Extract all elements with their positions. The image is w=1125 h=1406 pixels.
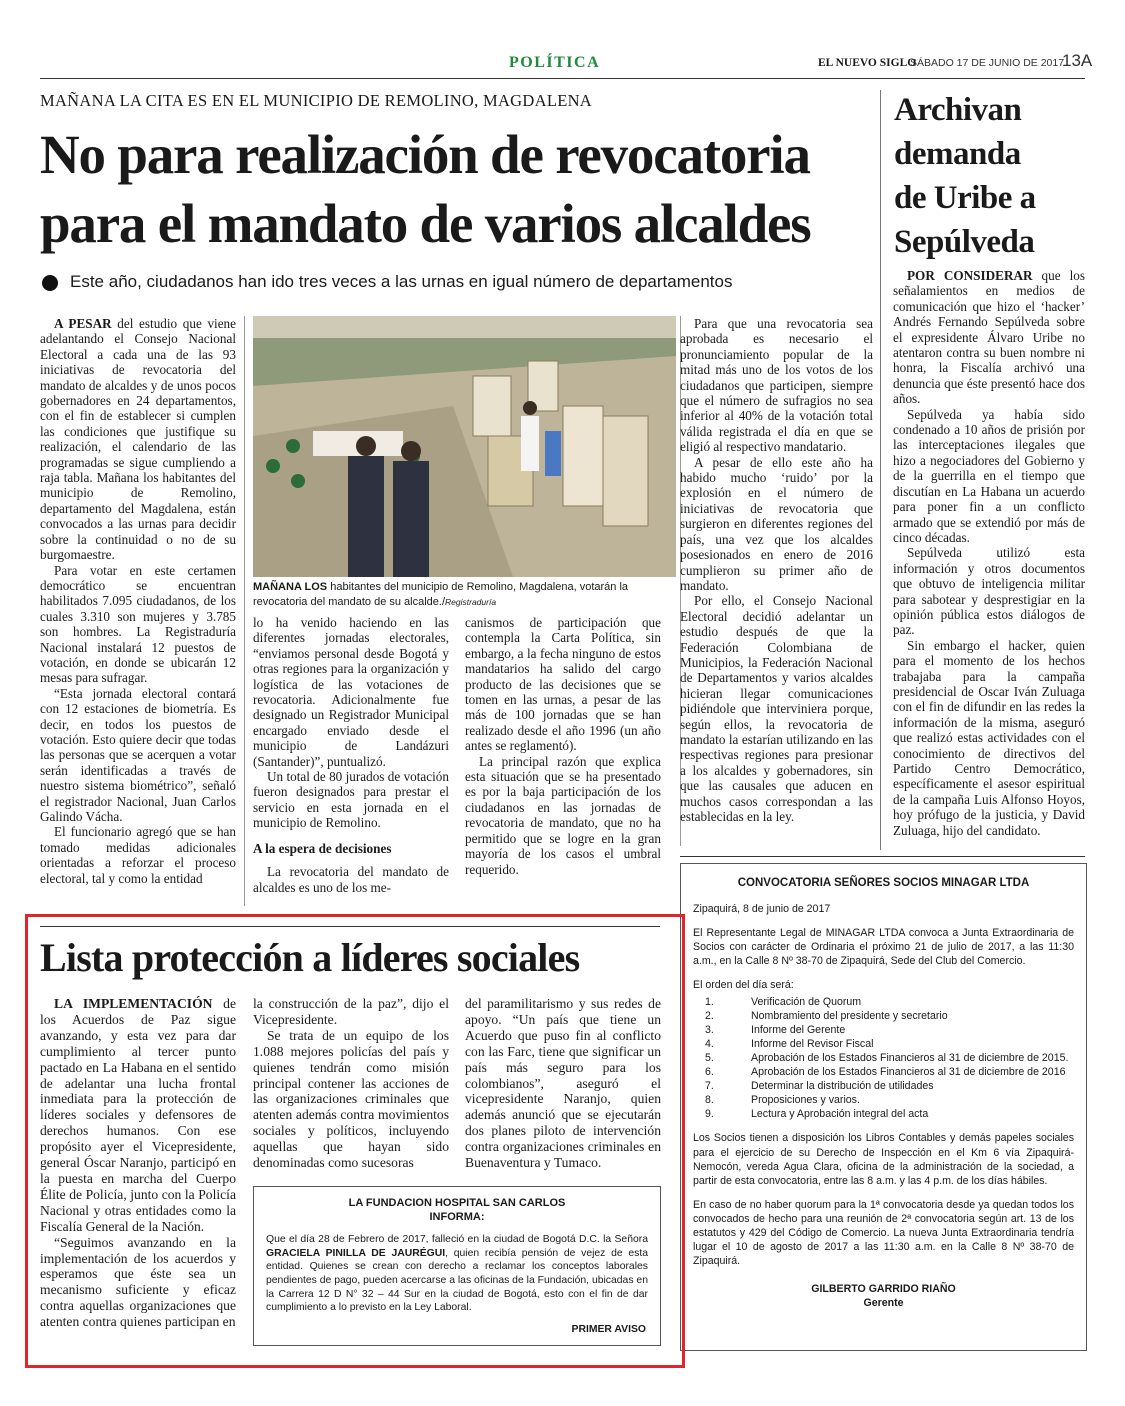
main-headline-line-2: para el mandato de varios alcaldes bbox=[40, 193, 811, 254]
issue-date: SÁBADO 17 DE JUNIO DE 2017 bbox=[910, 57, 1065, 69]
voting-scene-illustration bbox=[253, 316, 676, 577]
agenda-item bbox=[705, 1107, 1074, 1121]
agenda-item-number: 1. bbox=[705, 995, 714, 1008]
ad-footer: PRIMER AVISO bbox=[571, 1324, 646, 1336]
newspaper-name: EL NUEVO SIGLO bbox=[818, 57, 917, 69]
agenda-item bbox=[705, 1051, 1074, 1065]
ad-text: Que el día 28 de Febrero de 2017, falleció en la ciudad de Bogotá D.C. la Señora bbox=[266, 1234, 648, 1246]
hospital-ad bbox=[253, 1186, 661, 1346]
agenda-item bbox=[705, 1079, 1074, 1093]
section-label: POLÍTICA bbox=[509, 54, 601, 71]
paragraph: Para que una revocatoria sea aprobada es necesario el pronunciamiento popular de la mitad más uno de los votos de los ciudadanos que participen, siempre que el número de sufragios no sea inferior al 40% de la votación total válida registrada el día en que se eligió al respectivo mandatario. bbox=[680, 316, 873, 455]
agenda-item-number: 3. bbox=[705, 1023, 714, 1036]
paragraph: la construcción de la paz”, dijo el Vicepresidente. bbox=[253, 996, 449, 1027]
paragraph-text: que los señalamientos en medios de comunicación que hizo el ‘hacker’ Andrés Fernando Sepúlveda sobre el expresidente Álvaro Uribe no atentaron contra su buen nombre ni honra, la Fiscalía archivó una denuncia que éste presentó hace dos años. bbox=[893, 268, 1086, 407]
side-headline bbox=[894, 88, 1084, 264]
ad-body bbox=[254, 1224, 660, 1315]
agenda-item bbox=[705, 1009, 1074, 1023]
paragraph: Sepúlveda ya había sido condenado a 10 años de prisión por las interceptaciones ilegales que hizo a negociadores del Gobierno y de la guerrilla en el tiempo que discutían en La Habana un acuerdo para poner fin a un conflicto armado que se extendió por más de cinco décadas. bbox=[893, 406, 1085, 545]
lista-column-3 bbox=[465, 996, 661, 1171]
paragraph-text: del estudio que viene adelantando el Consejo Nacional Electoral a cada una de las 93 iniciativas de revocatoria del mandato de alcaldes y de unos pocos gobernadores en 24 departamentos, con el fin de establecer si cumplen las condiciones que justifique su realización, el calendario de las programadas se sigue cumpliendo a raja tabla. Mañana los habitantes del municipio de Remolino, departamento del Magdalena, están convocados a las urnas para decidir sobre la continuidad o no de su burgomaestre. bbox=[40, 316, 237, 563]
photo-credit: Registraduría bbox=[445, 597, 497, 607]
paragraph: Sepúlveda utilizó esta información y otros documentos que obtuvo de inteligencia militar para sabotear y desprestigiar en la opinión pública estos diálogos de paz. bbox=[893, 545, 1085, 638]
ad-title: CONVOCATORIA SEÑORES SOCIOS MINAGAR LTDA bbox=[737, 877, 1030, 889]
story-top-rule bbox=[40, 926, 660, 927]
main-column-1 bbox=[40, 316, 236, 886]
agenda-item bbox=[705, 1037, 1074, 1051]
column-divider bbox=[244, 316, 245, 906]
paragraph: Sin embargo el hacker, quien para el momento de los hechos trabajaba para la campaña presidencial de Oscar Iván Zuluaga con el fin de difundir en las redes la información de la misma, aseguró que realizó estas actividades con el conocimiento de directivos del Partido Centro Democrático, específicamente el asesor espiritual de la campaña Luis Alfonso Hoyos, hoy prófugo de la justicia, y David Zuluaga, hijo del candidato. bbox=[893, 637, 1085, 838]
side-column bbox=[893, 268, 1085, 838]
paragraph bbox=[40, 316, 236, 563]
photo-caption bbox=[253, 580, 676, 610]
agenda-item bbox=[705, 1065, 1074, 1079]
paragraph: canismos de participación que contempla la Carta Política, sin embargo, a la fecha ninguno de estos mandatarios ha salido del cargo producto de las decisiones que se tomen en las urnas, a pesar de las más de 100 jornadas que se han realizado desde el año 1996 (un año antes se reglamentó). bbox=[465, 615, 661, 754]
agenda-item-text: Aprobación de los Estados Financieros al 31 de diciembre de 2015. bbox=[751, 1051, 1069, 1064]
agenda-item-text: Aprobación de los Estados Financieros al 31 de diciembre de 2016 bbox=[751, 1066, 1066, 1079]
subhead: Este año, ciudadanos han ido tres veces a las urnas en igual número de departamentos bbox=[70, 272, 733, 291]
side-headline-line: de Uribe a bbox=[894, 180, 1036, 216]
agenda-item-number: 6. bbox=[705, 1066, 714, 1079]
agenda-item-number: 2. bbox=[705, 1009, 714, 1022]
voting-photo bbox=[253, 316, 676, 577]
lista-headline: Lista protección a líderes sociales bbox=[40, 935, 580, 980]
sidebar-divider bbox=[880, 90, 881, 850]
paragraph: El funcionario agregó que se han tomado medidas adicionales orientadas a reforzar el proceso electoral, tal y como la entidad bbox=[40, 824, 236, 886]
agenda-item-number: 7. bbox=[705, 1080, 714, 1093]
lead-in: POR CONSIDERAR bbox=[907, 268, 1033, 283]
lead-in: LA IMPLEMENTACIÓN bbox=[54, 996, 213, 1011]
paragraph: “Esta jornada electoral contará con 12 estaciones de biometría. Es decir, en todos los puestos de votación. Esto quiere decir que todas las personas que se acerquen a votar serán identificadas a través de nuestro sistema biométrico”, señaló el registrador Nacional, Juan Carlos Galindo Vácha. bbox=[40, 685, 236, 824]
paragraph: La principal razón que explica esta situación que se ha presentado es por la baja participación de los ciudadanos en las jornadas de revocatoria de mandato, que no ha permitido que se logre en la gran mayoría de los casos el umbral requerido. bbox=[465, 753, 661, 877]
lista-column-2 bbox=[253, 996, 449, 1171]
paragraph bbox=[893, 268, 1085, 407]
agenda-item-text: Nombramiento del presidente y secretario bbox=[751, 1009, 948, 1022]
bullet-icon bbox=[42, 275, 58, 291]
photo-caption-text: habitantes del municipio de Remolino, Magdalena, votarán la revocatoria del mandato de su alcalde./ bbox=[253, 581, 629, 608]
agenda-item-text: Lectura y Aprobación integral del acta bbox=[751, 1108, 929, 1121]
paragraph: lo ha venido haciendo en las diferentes jornadas electorales, “enviamos personal desde Bogotá y otras regiones para la organización y logística de las votaciones de revocatoria. Adicionalmente fue designado un Registrador Municipal encargado enviado desde el municipio de Landázuri (Santander)”, puntualizó. bbox=[253, 615, 449, 769]
paragraph: Por ello, el Consejo Nacional Electoral decidió adelantar un estudio después de que la Federación Colombiana de Municipios, la Federación Nacional de Departamentos y varios alcaldes hicieran llegar comunicaciones pidiéndole que interviniera porque, según ellos, la revocatoria de mandato la estarían utilizando en las respectivas regiones para presionar a los alcaldes y gobernadores, sin que las causales que aducen en muchos casos correspondan a las establecidas en la ley. bbox=[680, 593, 873, 824]
paragraph bbox=[40, 996, 236, 1235]
paragraph: A pesar de ello este año ha habido mucho ‘ruido’ por la explosión en el número de iniciativas de revocatoria que surgieron en diferentes regiones del país, una vez que los alcaldes posesionados en enero de 2016 cumplieron su primer año de mandato. bbox=[680, 454, 873, 593]
agenda-item bbox=[705, 1023, 1074, 1037]
main-headline-line-1: No para realización de revocatoria bbox=[40, 124, 810, 185]
side-headline-line: Sepúlveda bbox=[894, 224, 1035, 260]
paragraph: Se trata de un equipo de los 1.088 mejores policías del país y quienes tendrán como misión principal contener las acciones de las organizaciones criminales que atenten además contra movimientos sociales y políticos, incluyendo aquellas que hayan sido denominadas como sucesoras bbox=[253, 1027, 449, 1171]
kicker: MAÑANA LA CITA ES EN EL MUNICIPIO DE REMOLINO, MAGDALENA bbox=[40, 91, 593, 110]
ad-paragraph: En caso de no haber quorum para la 1ª convocatoria desde ya quedan todos los convocados de hecho para una reunión de 2ª convocatoria según art. 13 de los estatutos y 429 del Código de Comercio. La nueva Junta Extraordinaria tendría lugar el 10 de agosto de 2017 a las 11:30 a.m. en la Calle 8 Nº 38-70 de Zipaquirá. bbox=[693, 1198, 1074, 1268]
agenda-item-text: Proposiciones y varios. bbox=[751, 1094, 860, 1107]
agenda-item-number: 4. bbox=[705, 1037, 714, 1050]
agenda-item-text: Determinar la distribución de utilidades bbox=[751, 1080, 934, 1093]
side-headline-line: Archivan bbox=[894, 92, 1022, 128]
agenda-item bbox=[705, 1093, 1074, 1107]
agenda-title: El orden del día será: bbox=[693, 979, 794, 992]
ad-paragraph: El Representante Legal de MINAGAR LTDA convoca a Junta Extraordinaria de Socios con carácter de Ordinaria el próximo 21 de julio de 2017, a las 11:30 a.m., en la Calle 8 Nº 38-70 de Zipaquirá, Sede del Club del Comercio. bbox=[693, 927, 1074, 968]
agenda-list bbox=[705, 995, 1074, 1122]
deceased-name: GRACIELA PINILLA DE JAURÉGUI bbox=[266, 1247, 446, 1259]
agenda-item-text: Informe del Gerente bbox=[751, 1023, 846, 1036]
paragraph: “Seguimos avanzando en la implementación de los acuerdos y esperamos que éste sea un mecanismo suficiente y eficaz contra aquellas organizaciones que atenten contra quienes participan en bbox=[40, 1234, 236, 1330]
main-column-4 bbox=[680, 316, 873, 824]
paragraph: del paramilitarismo y sus redes de apoyo. “Un país que tiene un Acuerdo que puso fin al conflicto con las Farc, tiene que significar un país más seguro para los colombianos”, aseguró el vicepresidente Naranjo, quien además anunció que se ejecutarán dos planes piloto de intervención contra organizaciones criminales en Buenaventura y Tumaco. bbox=[465, 996, 661, 1171]
main-column-2 bbox=[253, 615, 449, 895]
photo-caption-lead: MAÑANA LOS bbox=[253, 581, 328, 593]
ad-top-rule bbox=[680, 856, 1085, 857]
page-number: 13A bbox=[1062, 51, 1093, 70]
paragraph: Un total de 80 jurados de votación fueron designados para prestar el servicio en esta jornada en el municipio de Remolino. bbox=[253, 769, 449, 831]
agenda-item-number: 5. bbox=[705, 1051, 714, 1064]
agenda-item bbox=[705, 995, 1074, 1009]
header-rule bbox=[40, 78, 1085, 79]
side-headline-line: demanda bbox=[894, 136, 1021, 172]
paragraph: Para votar en este certamen democrático se encuentran habilitados 7.095 ciudadanos, de los cuales 3.310 son mujeres y 3.785 son hombres. La Registraduría Nacional instalará 12 puestos de votación, en donde se ubicarán 12 mesas para sufragar. bbox=[40, 562, 236, 686]
signer-name: GILBERTO GARRIDO RIAÑO bbox=[811, 1283, 956, 1296]
main-column-3 bbox=[465, 615, 661, 877]
paragraph: La revocatoria del mandato de alcaldes es uno de los me- bbox=[253, 864, 449, 895]
agenda-item-number: 8. bbox=[705, 1094, 714, 1107]
lista-column-1 bbox=[40, 996, 236, 1330]
paragraph-text: de los Acuerdos de Paz sigue avanzando, y esta vez para dar cumplimiento al tercer punto pactado en La Habana en el sentido de adelantar una lucha frontal inmediata para la protección de líderes sociales y defensores de derechos humanos. Con ese propósito ayer el Vicepresidente, general Óscar Naranjo, participó en la puesta en marcha del Cuerpo Élite de Policía, junto con la Policía Nacional y otras entidades como la Fiscalía General de la Nación. bbox=[40, 996, 236, 1234]
ad-subtitle: INFORMA: bbox=[429, 1210, 485, 1223]
ad-title: LA FUNDACION HOSPITAL SAN CARLOS bbox=[348, 1197, 566, 1209]
agenda-item-text: Verificación de Quorum bbox=[751, 995, 862, 1008]
lead-in: A PESAR bbox=[54, 316, 112, 331]
agenda-item-number: 9. bbox=[705, 1108, 714, 1121]
minagar-ad bbox=[680, 863, 1087, 1351]
section-subhead: A la espera de decisiones bbox=[253, 840, 392, 856]
signer-role: Gerente bbox=[863, 1297, 904, 1310]
ad-date: Zipaquirá, 8 de junio de 2017 bbox=[693, 903, 831, 916]
ad-text: , quien recibía pensión de vejez de esta entidad. Quienes se crean con derecho a reclamar los conceptos laborales pendientes de pago, pueden acercarse a las oficinas de la Fundación, ubicadas en la Carrera 12 D N° 32 – 44 Sur en la ciudad de Bogotá, esto con el fin de dar cumplimiento a lo previsto en la Ley Laboral. bbox=[266, 1247, 648, 1314]
ad-paragraph: Los Socios tienen a disposición los Libros Contables y demás papeles sociales para el ejercicio de su Derecho de Inspección en el Km 6 vía Zipaquirá-Nemocón, vereda Agua Clara, oficina de la administración de la sociedad, a partir de esta convocatoria, entre las 8 a.m. y las 4 p.m. de los días hábiles. bbox=[693, 1132, 1074, 1187]
agenda-item-text: Informe del Revisor Fiscal bbox=[751, 1037, 874, 1050]
